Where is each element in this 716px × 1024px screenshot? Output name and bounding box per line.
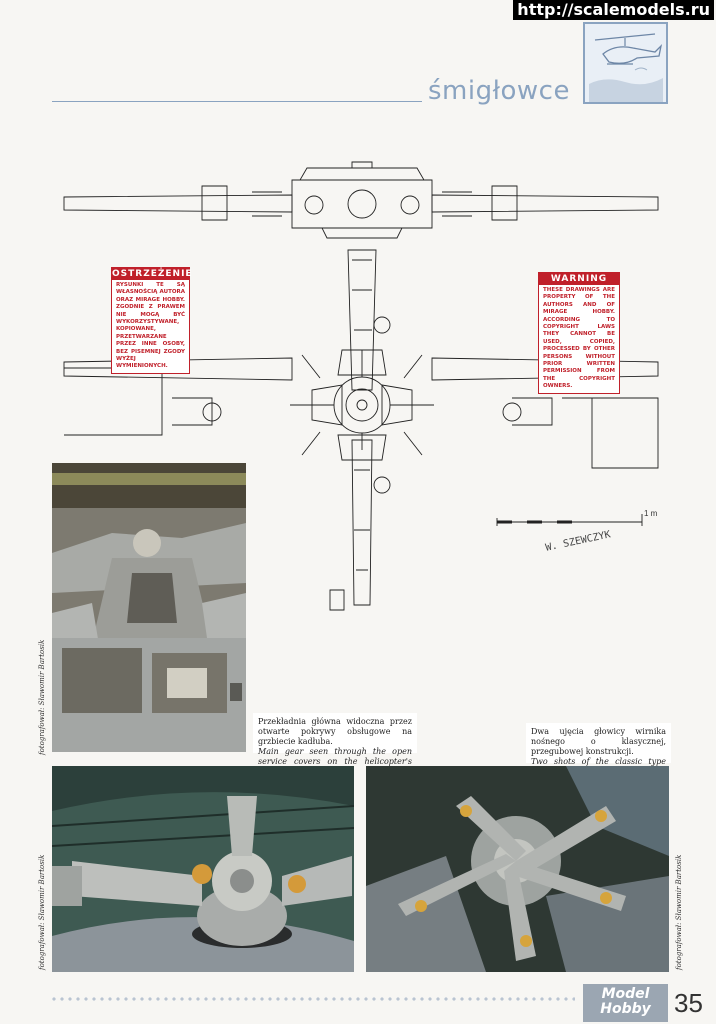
header-rule xyxy=(52,101,422,102)
scale-label: 1 m xyxy=(644,509,658,518)
footer-dotted-rule xyxy=(50,996,575,1002)
site-url-banner[interactable]: http://scalemodels.ru xyxy=(513,0,714,20)
photo-credit-2: fotografował: Sławomir Bartosik xyxy=(38,854,46,970)
warning-box-english xyxy=(538,272,620,394)
caption-rotor-head-en: Two shots of the classic type xyxy=(531,757,666,766)
caption-rotor-head-pl: Dwa ujęcia głowicy wirnika nośnego o klasycznej, przegubowej konstrukcji. xyxy=(531,727,666,756)
caption-main-gear-pl: Przekładnia główna widoczna przez otwarte pokrywy obsługowe na grzbiecie kadłuba. xyxy=(258,717,412,746)
badge-line-2: Hobby xyxy=(600,1001,651,1017)
page-number: 35 xyxy=(674,988,703,1018)
helicopter-logo xyxy=(583,22,668,104)
drawing-signature: W. SZEWCZYK xyxy=(544,529,612,554)
warning-text-polish: RYSUNKI TE SĄ WŁASNOŚCIĄ AUTORA ORAZ MIRAGE HOBBY. ZGODNIE Z PRAWEM NIE MOGĄ BYĆ WYKORZYSTYWANE, KOPIOWANE, PRZETWARZANE PRZEZ INNE OSOBY, BEZ PISEMNEJ ZGODY WYŻEJ WYMIENIONYCH. xyxy=(116,282,185,370)
badge-line-1: Model xyxy=(601,986,650,1002)
photo-rotor-head-1 xyxy=(52,766,354,972)
model-hobby-badge xyxy=(583,984,668,1022)
caption-rotor-head xyxy=(526,723,671,766)
section-title: śmigłowce xyxy=(428,76,570,106)
warning-text-english: THESE DRAWINGS ARE PROPERTY OF THE AUTHORS AND OF MIRAGE HOBBY. ACCORDING TO COPYRIGHT LAWS THEY CANNOT BE USED, COPIED, PROCESSED BY OTHER PERSONS WITHOUT PRIOR WRITTEN PERMISSION FROM THE COPYRIGHT OWNERS. xyxy=(543,287,615,390)
warning-title-polish: OSTRZEŻENIE xyxy=(112,269,193,279)
warning-box-polish xyxy=(111,267,193,374)
photo-main-gear xyxy=(52,463,246,752)
photo-credit-1: fotografował: Sławomir Bartosik xyxy=(38,639,46,755)
caption-main-gear xyxy=(253,713,417,766)
caption-main-gear-en: Main gear seen through the open service covers on the helicopter's xyxy=(258,747,412,766)
photo-rotor-head-2 xyxy=(366,766,669,972)
warning-title-english: WARNING xyxy=(539,273,619,285)
photo-credit-3: fotografował: Sławomir Bartosik xyxy=(675,854,683,970)
